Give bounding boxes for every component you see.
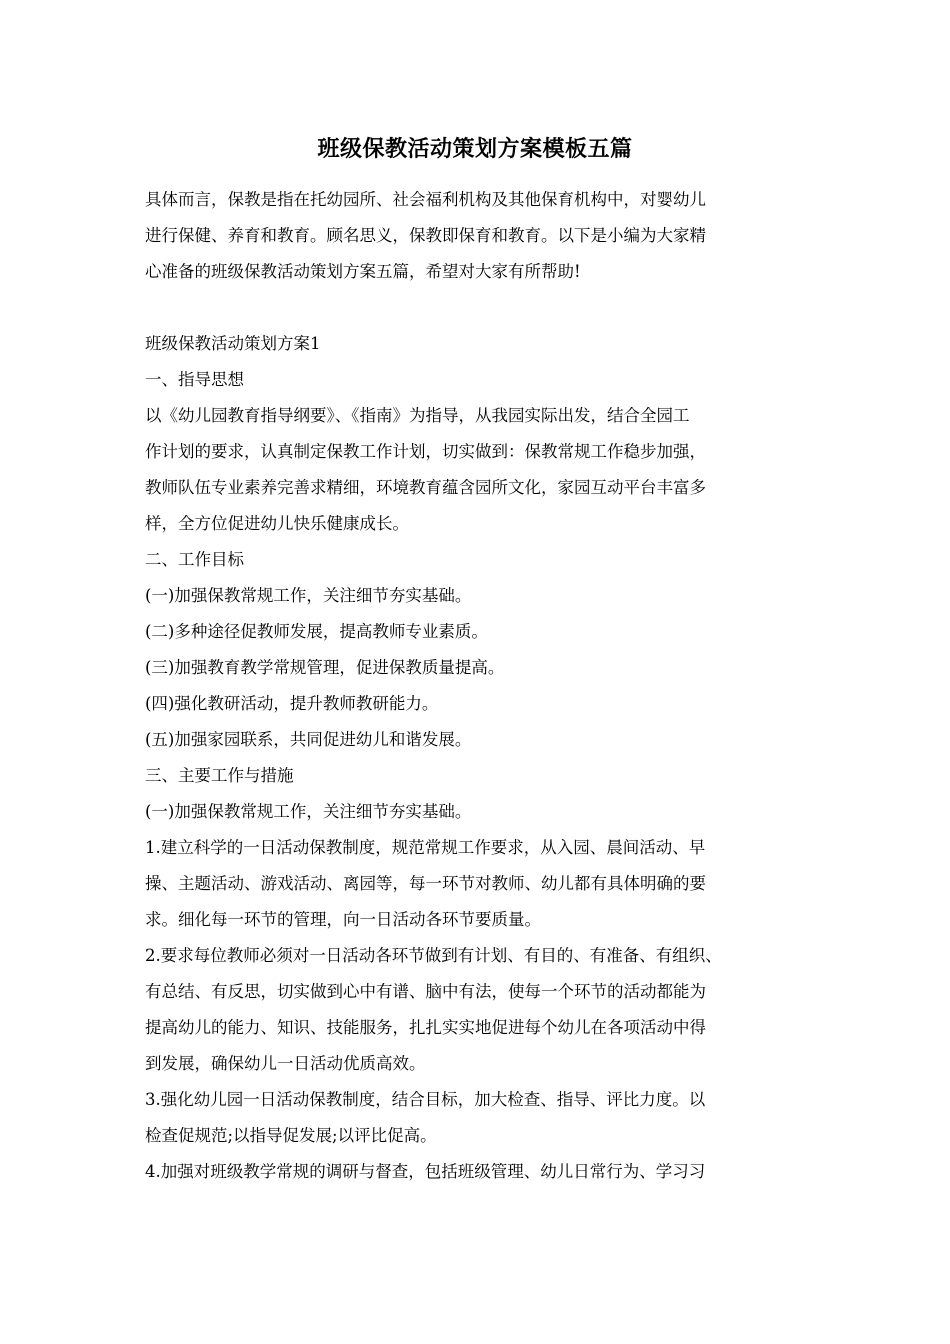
paragraph-line: 教师队伍专业素养完善求精细，环境教育蕴含园所文化，家园互动平台丰富多	[145, 478, 706, 497]
paragraph-gap	[145, 290, 810, 326]
goal-item: (二)多种途径促教师发展，提高教师专业素质。	[145, 622, 488, 641]
measure-heading: (一)加强保教常规工作，关注细节夯实基础。	[145, 802, 472, 821]
paragraph-line: 3.强化幼儿园一日活动保教制度，结合目标，加大检查、指导、评比力度。以	[145, 1090, 706, 1109]
document-title: 班级保教活动策划方案模板五篇	[317, 136, 633, 162]
paragraph-line: 操、主题活动、游戏活动、离园等，每一环节对教师、幼儿都有具体明确的要	[145, 874, 706, 893]
paragraph-line: 2.要求每位教师必须对一日活动各环节做到有计划、有目的、有准备、有组织、	[145, 946, 722, 965]
goal-item: (一)加强保教常规工作，关注细节夯实基础。	[145, 586, 472, 605]
paragraph-line: 4.加强对班级教学常规的调研与督查，包括班级管理、幼儿日常行为、学习习	[145, 1162, 706, 1181]
paragraph-line: 样，全方位促进幼儿快乐健康成长。	[145, 514, 409, 533]
intro-line: 具体而言，保教是指在托幼园所、社会福利机构及其他保育机构中，对婴幼儿	[145, 190, 706, 209]
section-heading: 班级保教活动策划方案1	[145, 334, 321, 353]
paragraph-line: 作计划的要求，认真制定保教工作计划，切实做到：保教常规工作稳步加强，	[145, 442, 706, 461]
paragraph-line: 求。细化每一环节的管理，向一日活动各环节要质量。	[145, 910, 541, 929]
paragraph-line: 到发展，确保幼儿一日活动优质高效。	[145, 1054, 426, 1073]
paragraph-line: 有总结、有反思，切实做到心中有谱、脑中有法，使每一个环节的活动都能为	[145, 982, 706, 1001]
document-body	[145, 182, 810, 1190]
intro-line: 进行保健、养育和教育。顾名思义，保教即保育和教育。以下是小编为大家精	[145, 226, 706, 245]
paragraph-line: 检查促规范;以指导促发展;以评比促高。	[145, 1126, 437, 1145]
paragraph-line: 提高幼儿的能力、知识、技能服务，扎扎实实地促进每个幼儿在各项活动中得	[145, 1018, 706, 1037]
subsection-heading: 一、指导思想	[145, 370, 244, 389]
intro-line: 心准备的班级保教活动策划方案五篇，希望对大家有所帮助!	[145, 262, 581, 281]
paragraph-line: 以《幼儿园教育指导纲要》、《指南》为指导，从我园实际出发，结合全园工	[145, 406, 690, 425]
goal-item: (四)强化教研活动，提升教师教研能力。	[145, 694, 439, 713]
goal-item: (三)加强教育教学常规管理，促进保教质量提高。	[145, 658, 505, 677]
paragraph-line: 1.建立科学的一日活动保教制度，规范常规工作要求，从入园、晨间活动、早	[145, 838, 706, 857]
goal-item: (五)加强家园联系，共同促进幼儿和谐发展。	[145, 730, 472, 749]
subsection-heading: 二、工作目标	[145, 550, 244, 569]
subsection-heading: 三、主要工作与措施	[145, 766, 294, 785]
